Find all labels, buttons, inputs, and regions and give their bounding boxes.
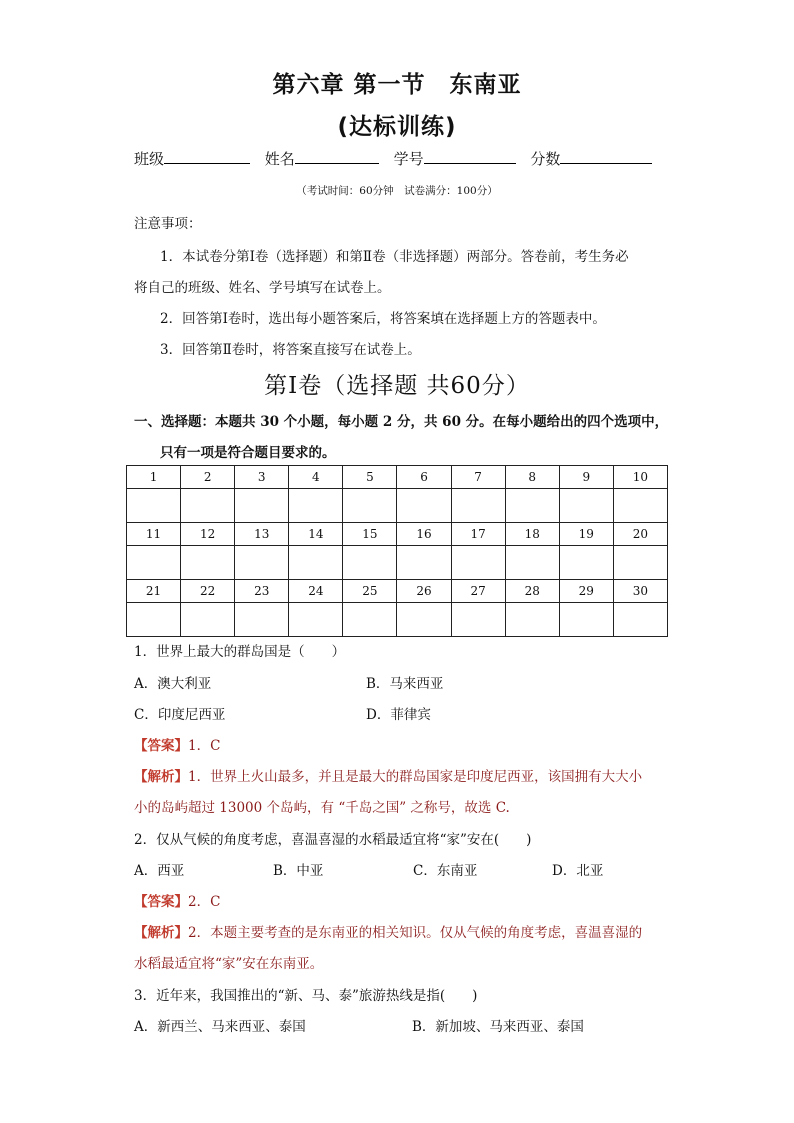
answer-cell[interactable]: [289, 603, 343, 637]
question-number-cell: 27: [451, 580, 505, 603]
answer-cell[interactable]: [289, 489, 343, 523]
question-number-cell: 1: [127, 466, 181, 489]
answer-cell[interactable]: [451, 489, 505, 523]
answer-cell[interactable]: [613, 546, 667, 580]
section-instruction: 一、选择题：本题共 30 个小题，每小题 2 分，共 60 分。在每小题给出的四个选项中，: [134, 414, 669, 430]
analysis-tag: 【解析】: [134, 925, 188, 941]
answer-value: 1．C: [188, 738, 221, 754]
score-label: 分数: [530, 150, 561, 168]
answer-cell[interactable]: [559, 489, 613, 523]
question-number-cell: 26: [397, 580, 451, 603]
question-2-option-c: C．东南亚: [413, 863, 478, 879]
answer-grid-answer-row: [127, 603, 668, 637]
answer-value: 2．C: [188, 894, 221, 910]
notice-heading: 注意事项：: [134, 216, 202, 232]
notice-item-1-cont: 将自己的班级、姓名、学号填写在试卷上。: [134, 280, 391, 296]
question-number-cell: 16: [397, 523, 451, 546]
page-title: 第六章 第一节 东南亚: [272, 72, 522, 98]
question-2-analysis: [134, 921, 642, 941]
answer-cell[interactable]: [397, 603, 451, 637]
name-field[interactable]: [295, 148, 379, 164]
question-number-cell: 21: [127, 580, 181, 603]
question-2-option-a: A．西亚: [134, 863, 185, 879]
answer-cell[interactable]: [343, 489, 397, 523]
class-label: 班级: [134, 150, 165, 168]
answer-cell[interactable]: [397, 546, 451, 580]
question-number-cell: 13: [235, 523, 289, 546]
answer-grid: [126, 465, 668, 637]
question-number-cell: 23: [235, 580, 289, 603]
answer-cell[interactable]: [181, 489, 235, 523]
question-1-option-b: B．马来西亚: [366, 676, 444, 692]
answer-cell[interactable]: [559, 546, 613, 580]
answer-cell[interactable]: [235, 489, 289, 523]
question-number-cell: 8: [505, 466, 559, 489]
answer-cell[interactable]: [289, 546, 343, 580]
answer-cell[interactable]: [235, 546, 289, 580]
answer-cell[interactable]: [343, 546, 397, 580]
question-number-cell: 9: [559, 466, 613, 489]
exam-info: （考试时间：60分钟 试卷满分：100分）: [296, 185, 498, 197]
answer-grid-answer-row: [127, 489, 668, 523]
question-number-cell: 14: [289, 523, 343, 546]
question-2-answer: [134, 890, 220, 910]
question-1-option-d: D．菲律宾: [366, 707, 431, 723]
analysis-text: 2．本题主要考查的是东南亚的相关知识。仅从气候的角度考虑，喜温喜湿的: [188, 925, 643, 941]
answer-cell[interactable]: [181, 546, 235, 580]
page-subtitle: (达标训练): [337, 114, 457, 140]
question-number-cell: 12: [181, 523, 235, 546]
student-id-label: 学号: [393, 150, 424, 168]
answer-grid-answer-row: [127, 546, 668, 580]
answer-grid-number-row: [127, 466, 668, 489]
answer-cell[interactable]: [559, 603, 613, 637]
question-3-stem: 3．近年来，我国推出的“新、马、泰”旅游热线是指( ): [134, 988, 478, 1004]
question-number-cell: 17: [451, 523, 505, 546]
notice-item-2: 2．回答第Ⅰ卷时，选出每小题答案后，将答案填在选择题上方的答题表中。: [160, 311, 606, 327]
answer-cell[interactable]: [505, 546, 559, 580]
question-number-cell: 2: [181, 466, 235, 489]
question-3-option-b: B．新加坡、马来西亚、泰国: [412, 1019, 584, 1035]
question-1-stem: 1．世界上最大的群岛国是（ ）: [134, 644, 346, 660]
question-2-analysis-cont: 水稻最适宜将“家”安在东南亚。: [134, 956, 324, 972]
answer-grid-number-row: [127, 523, 668, 546]
answer-cell[interactable]: [397, 489, 451, 523]
question-3-option-a: A．新西兰、马来西亚、泰国: [134, 1019, 306, 1035]
section-instruction-cont: 只有一项是符合题目要求的。: [160, 445, 336, 461]
answer-cell[interactable]: [127, 546, 181, 580]
question-number-cell: 19: [559, 523, 613, 546]
question-1-option-c: C．印度尼西亚: [134, 707, 226, 723]
answer-cell[interactable]: [451, 546, 505, 580]
question-number-cell: 18: [505, 523, 559, 546]
score-field[interactable]: [560, 148, 652, 164]
question-number-cell: 3: [235, 466, 289, 489]
notice-item-1: 1．本试卷分第Ⅰ卷（选择题）和第Ⅱ卷（非选择题）两部分。答卷前，考生务必: [160, 249, 629, 265]
answer-cell[interactable]: [613, 603, 667, 637]
question-number-cell: 4: [289, 466, 343, 489]
question-number-cell: 30: [613, 580, 667, 603]
answer-cell[interactable]: [451, 603, 505, 637]
question-2-stem: 2．仅从气候的角度考虑，喜温喜湿的水稻最适宜将“家”安在( ): [134, 832, 532, 848]
answer-cell[interactable]: [505, 489, 559, 523]
question-number-cell: 15: [343, 523, 397, 546]
analysis-text: 1．世界上火山最多，并且是最大的群岛国家是印度尼西亚，该国拥有大大小: [188, 769, 643, 785]
question-number-cell: 7: [451, 466, 505, 489]
student-id-field[interactable]: [424, 148, 516, 164]
analysis-tag: 【解析】: [134, 769, 188, 785]
answer-cell[interactable]: [127, 489, 181, 523]
question-number-cell: 29: [559, 580, 613, 603]
question-number-cell: 20: [613, 523, 667, 546]
question-number-cell: 25: [343, 580, 397, 603]
student-info-row: [134, 148, 662, 169]
question-1-option-a: A．澳大利亚: [134, 676, 212, 692]
answer-grid-number-row: [127, 580, 668, 603]
question-number-cell: 5: [343, 466, 397, 489]
answer-cell[interactable]: [181, 603, 235, 637]
question-number-cell: 10: [613, 466, 667, 489]
question-number-cell: 24: [289, 580, 343, 603]
name-label: 姓名: [264, 150, 295, 168]
question-1-analysis: [134, 765, 642, 785]
class-field[interactable]: [164, 148, 250, 164]
question-number-cell: 28: [505, 580, 559, 603]
question-1-answer: [134, 734, 220, 754]
answer-cell[interactable]: [505, 603, 559, 637]
question-1-analysis-cont: 小的岛屿超过 13000 个岛屿，有 “千岛之国” 之称号，故选 C.: [134, 800, 510, 816]
answer-tag: 【答案】: [134, 894, 188, 910]
question-2-option-b: B．中亚: [273, 863, 324, 879]
question-number-cell: 22: [181, 580, 235, 603]
question-number-cell: 11: [127, 523, 181, 546]
answer-cell[interactable]: [235, 603, 289, 637]
question-2-option-d: D．北亚: [552, 863, 604, 879]
notice-item-3: 3．回答第Ⅱ卷时，将答案直接写在试卷上。: [160, 342, 421, 358]
answer-tag: 【答案】: [134, 738, 188, 754]
answer-cell[interactable]: [127, 603, 181, 637]
answer-cell[interactable]: [613, 489, 667, 523]
question-number-cell: 6: [397, 466, 451, 489]
answer-cell[interactable]: [343, 603, 397, 637]
section-title: 第Ⅰ卷（选择题 共60分）: [264, 373, 530, 399]
